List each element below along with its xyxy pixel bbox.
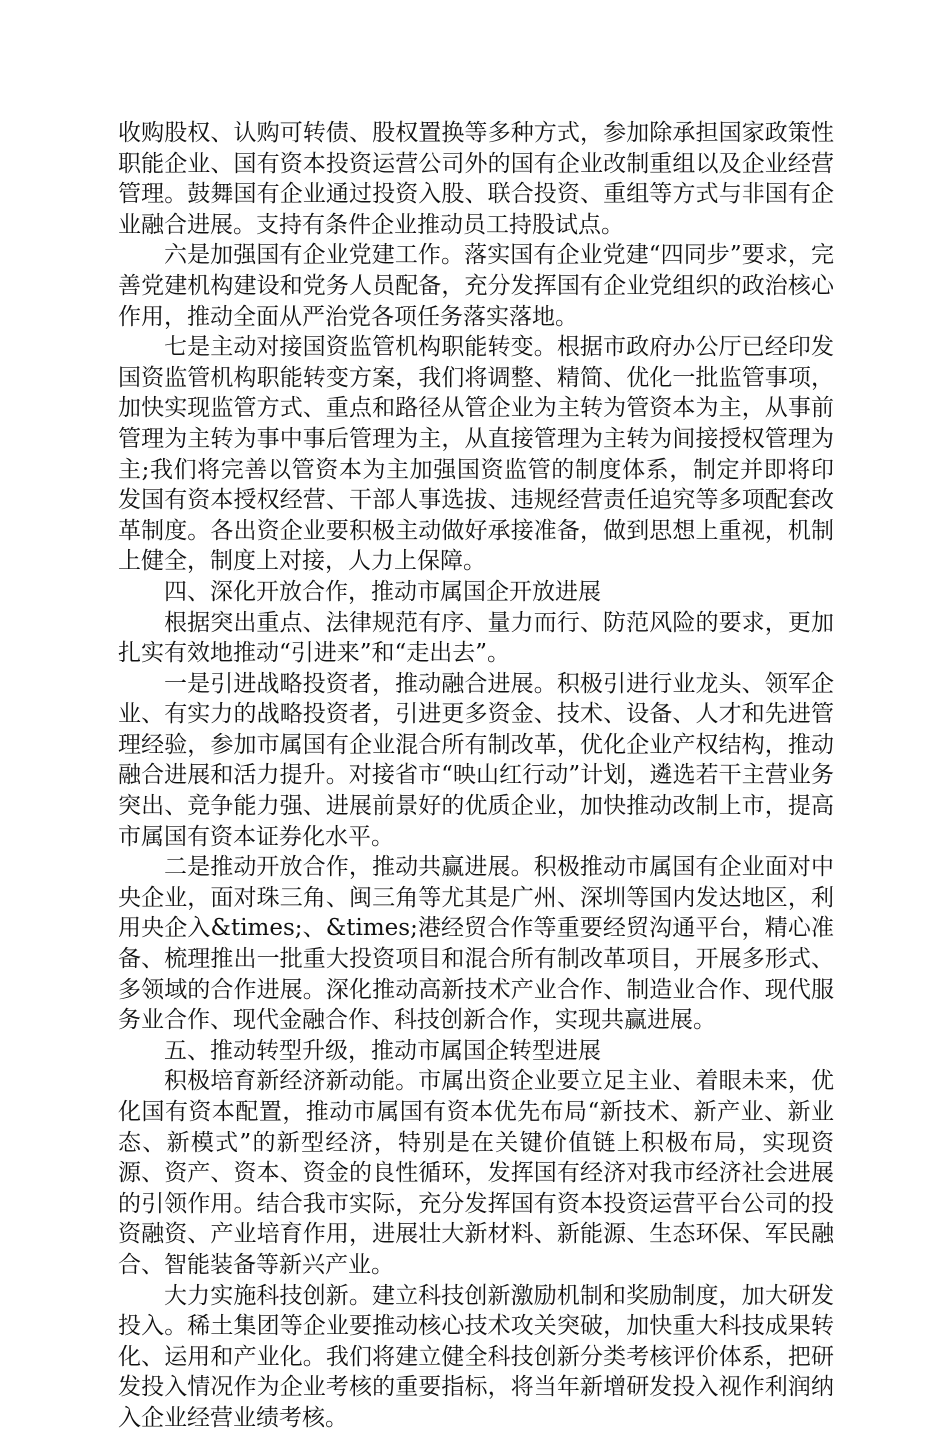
paragraph-new-economy: 积极培育新经济新动能。市属出资企业要立足主业、着眼未来，优化国有资本配置，推动市属国有资本优先布局“新技术、新产业、新业态、新模式”的新型经济，特别是在关键价值链上积极布局，实现资源、资产、资本、资金的良性循环，发挥国有经济对我市经济社会进展的引领作用。结合我市实际，充分发挥国有资本投资运营平台公司的投资融资、产业培育作用，进展壮大新材料、新能源、生态环保、军民融合、智能装备等新兴产业。: [118, 1068, 834, 1278]
paragraph-open-cooperation-intro: 根据突出重点、法律规范有序、量力而行、防范风险的要求，更加扎实有效地推动“引进来”和“走出去”。: [118, 609, 834, 667]
paragraph-tech-innovation: 大力实施科技创新。建立科技创新激励机制和奖励制度，加大研发投入。稀土集团等企业要推动核心技术攻关突破，加快重大科技成果转化、运用和产业化。我们将建立健全科技创新分类考核评价体系，把研发投入情况作为企业考核的重要指标，将当年新增研发投入视作利润纳入企业经营业绩考核。: [118, 1282, 834, 1431]
paragraph-party-building: 六是加强国有企业党建工作。落实国有企业党建“四同步”要求，完善党建机构建设和党务人员配备，充分发挥国有企业党组织的政治核心作用，推动全面从严治党各项任务落实落地。: [118, 242, 834, 330]
section-heading-open-cooperation: 四、深化开放合作，推动市属国企开放进展: [164, 578, 601, 605]
section-heading-transformation: 五、推动转型升级，推动市属国企转型进展: [164, 1037, 601, 1064]
paragraph-strategic-investors: 一是引进战略投资者，推动融合进展。积极引进行业龙头、领军企业、有实力的战略投资者，引进更多资金、技术、设备、人才和先进管理经验，参加市属国有企业混合所有制改革，优化企业产权结构，推动融合进展和活力提升。对接省市“映山红行动”计划，遴选若干主营业务突出、竞争能力强、进展前景好的优质企业，加快推动改制上市，提高市属国有资本证券化水平。: [118, 670, 834, 850]
document-body: [118, 118, 834, 1434]
paragraph-win-win: 二是推动开放合作，推动共赢进展。积极推动市属国有企业面对中央企业，面对珠三角、闽三角等尤其是广州、深圳等国内发达地区，利用央企入&times;、&times;港经贸合作等重要经贸沟通平台，精心准备、梳理推出一批重大投资项目和混合所有制改革项目，开展多形式、多领域的合作进展。深化推动高新技术产业合作、制造业合作、现代服务业合作、现代金融合作、科技创新合作，实现共赢进展。: [118, 854, 834, 1034]
paragraph-continuation: 收购股权、认购可转债、股权置换等多种方式，参加除承担国家政策性职能企业、国有资本投资运营公司外的国有企业改制重组以及企业经营管理。鼓舞国有企业通过投资入股、联合投资、重组等方式与非国有企业融合进展。支持有条件企业推动员工持股试点。: [118, 120, 834, 238]
paragraph-supervision-reform: 七是主动对接国资监管机构职能转变。根据市政府办公厅已经印发国资监管机构职能转变方案，我们将调整、精简、优化一批监管事项，加快实现监管方式、重点和路径从管企业为主转为管资本为主，从事前管理为主转为事中事后管理为主，从直接管理为主转为间接授权管理为主;我们将完善以管资本为主加强国资监管的制度体系，制定并即将印发国有资本授权经营、干部人事选拔、违规经营责任追究等多项配套改革制度。各出资企业要积极主动做好承接准备，做到思想上重视，机制上健全，制度上对接，人力上保障。: [118, 334, 834, 575]
